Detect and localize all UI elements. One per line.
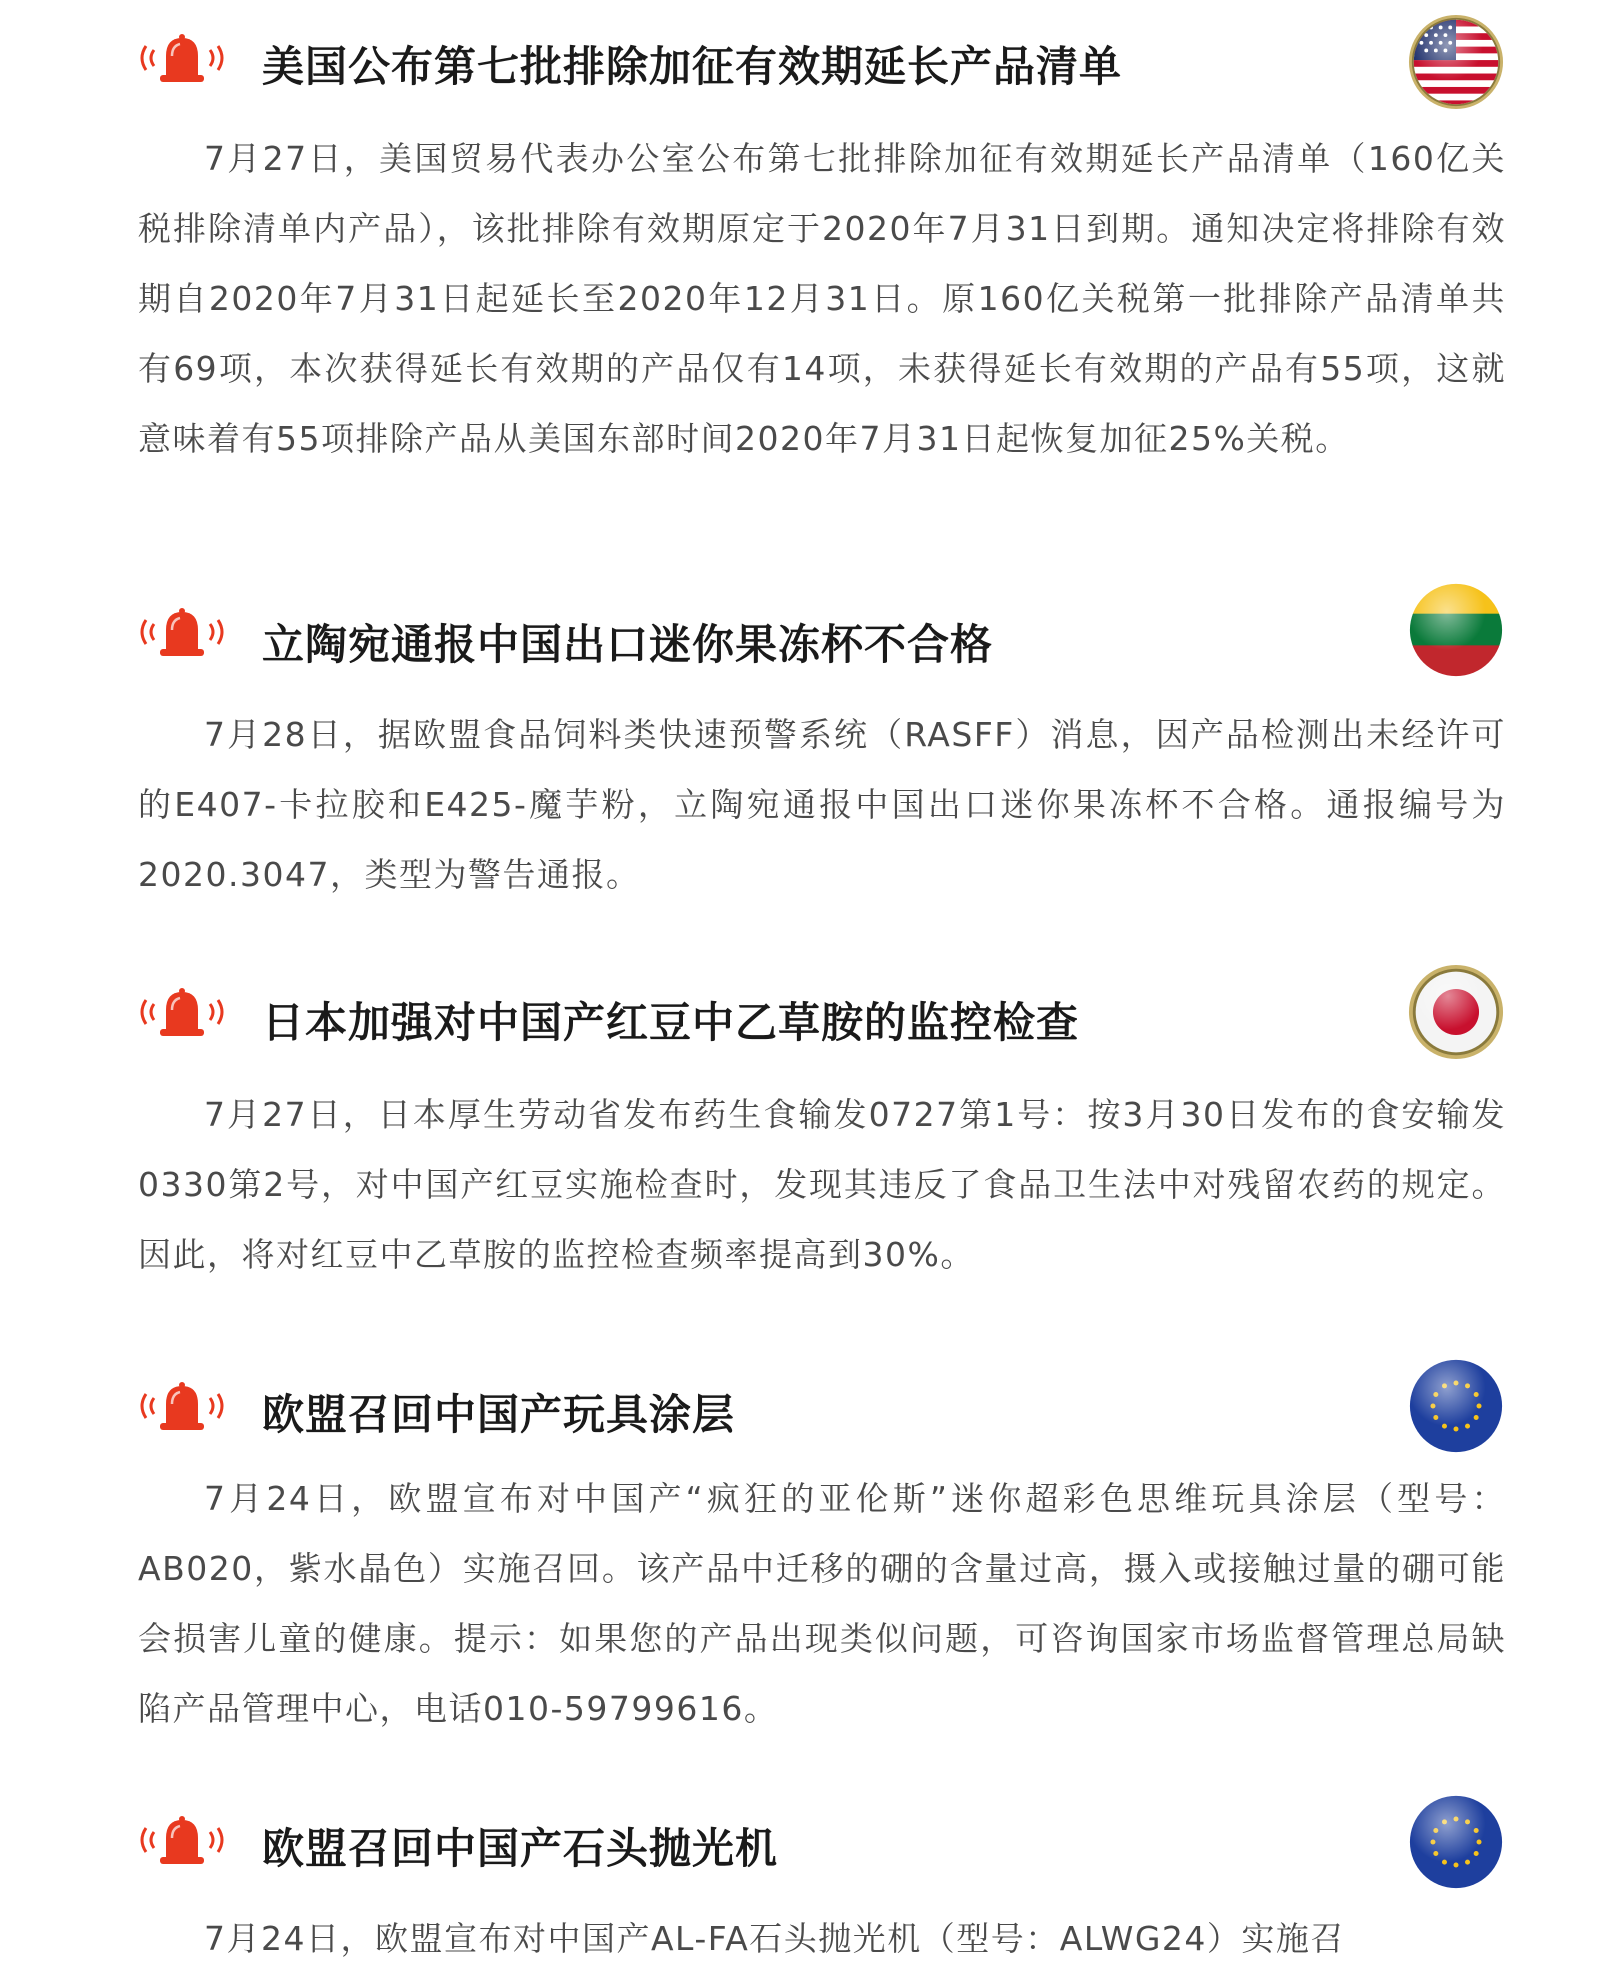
news-title: 立陶宛通报中国出口迷你果冻杯不合格 [262,620,994,669]
news-title: 日本加强对中国产红豆中乙草胺的监控检查 [262,998,1080,1047]
news-body: 7月24日，欧盟宣布对中国产AL-FA石头抛光机（型号：ALWG24）实施召 [204,1919,1345,1958]
alarm-bell-icon [132,602,232,662]
news-title: 欧盟召回中国产石头抛光机 [262,1824,779,1873]
news-header [0,1786,1616,1896]
news-header [0,0,1616,110]
news-item [0,1352,1616,1728]
eu-flag-icon [1408,1358,1504,1454]
news-body: 7月27日，日本厚生劳动省发布药生食输发0727第1号：按3月30日发布的食安输发0330第2号，对中国产红豆实施检查时，发现其违反了食品卫生法中对残留农药的规定。因此，将对红豆中乙草胺的监控检查频率提高到30%。 [138,1095,1506,1274]
eu-flag-icon [1408,1794,1504,1890]
news-item [0,960,1616,1274]
alarm-bell-icon [132,28,232,88]
news-body: 7月28日，据欧盟食品饲料类快速预警系统（RASFF）消息，因产品检测出未经许可的E407-卡拉胶和E425-魔芋粉，立陶宛通报中国出口迷你果冻杯不合格。通报编号为2020.3047，类型为警告通报。 [138,715,1506,894]
alarm-bell-icon [132,1376,232,1436]
japan-flag-icon [1408,964,1504,1060]
news-header [0,1352,1616,1462]
alarm-bell-icon [132,1810,232,1870]
news-title: 欧盟召回中国产玩具涂层 [262,1390,736,1439]
news-header [0,960,1616,1070]
alarm-bell-icon [132,982,232,1042]
news-item [0,1786,1616,1958]
news-body: 7月27日，美国贸易代表办公室公布第七批排除加征有效期延长产品清单（160亿关税排除清单内产品），该批排除有效期原定于2020年7月31日到期。通知决定将排除有效期自2020年7月31日起延长至2020年12月31日。原160亿关税第一批排除产品清单共有69项，本次获得延长有效期的产品仅有14项，未获得延长有效期的产品有55项，这就意味着有55项排除产品从美国东部时间2020年7月31日起恢复加征25%关税。 [138,139,1506,458]
news-header [0,582,1616,692]
news-item [0,0,1616,458]
news-title: 美国公布第七批排除加征有效期延长产品清单 [262,42,1123,91]
usa-flag-icon [1408,14,1504,110]
news-body: 7月24日，欧盟宣布对中国产“疯狂的亚伦斯”迷你超彩色思维玩具涂层（型号：AB020，紫水晶色）实施召回。该产品中迁移的硼的含量过高，摄入或接触过量的硼可能会损害儿童的健康。提示：如果您的产品出现类似问题，可咨询国家市场监督管理总局缺陷产品管理中心，电话010-59799616。 [138,1479,1506,1728]
lithuania-flag-icon [1408,582,1504,678]
news-item [0,582,1616,894]
